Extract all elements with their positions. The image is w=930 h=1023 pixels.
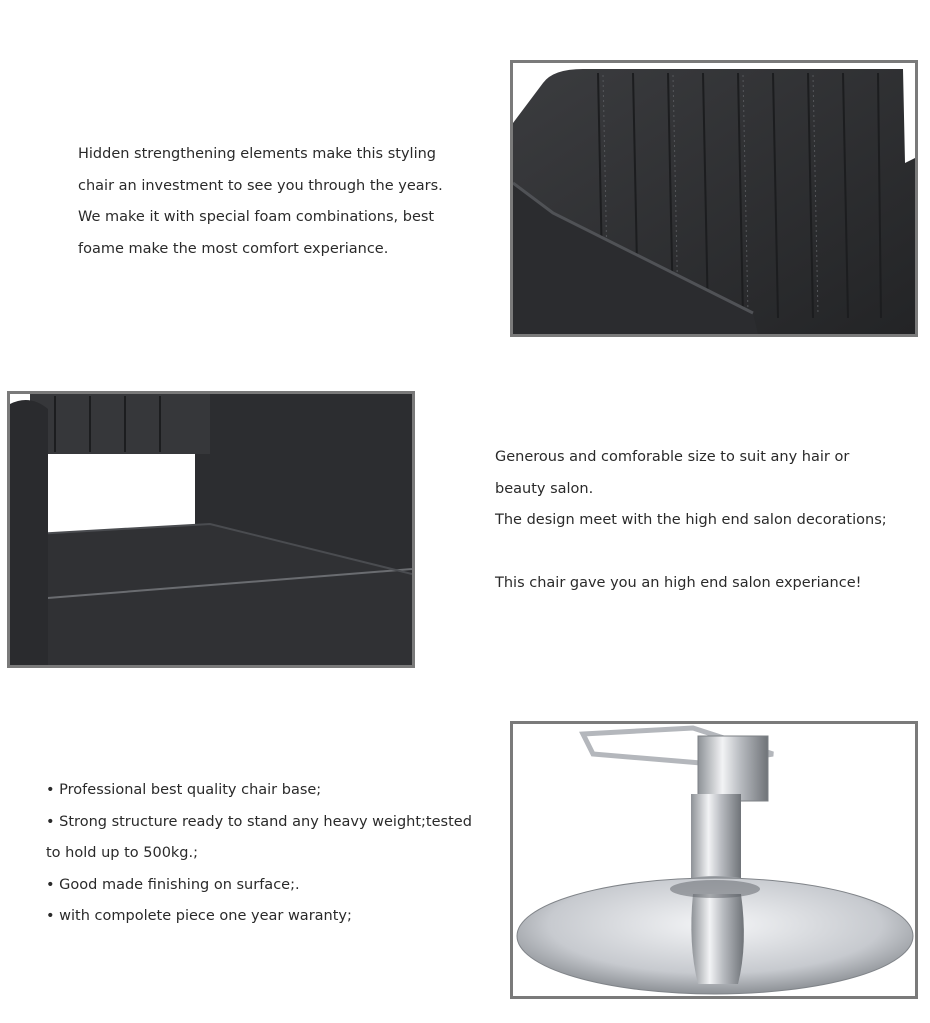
description-line: Generous and comforable size to suit any hair or [495, 449, 850, 465]
description-line: chair an investment to see you through the years. [78, 177, 443, 194]
description-line: foame make the most comfort experiance. [78, 240, 389, 257]
description-line: Hidden strengthening elements make this styling [78, 146, 436, 162]
chair-backrest-photo [510, 60, 918, 337]
feature-item: to hold up to 500kg.; [46, 845, 199, 861]
description-line: The design meet with the high end salon decorations; [495, 512, 887, 528]
feature-item: • Professional best quality chair base; [46, 782, 322, 798]
description-line: beauty salon. [495, 480, 594, 497]
chair-seat-photo [7, 391, 415, 668]
feature-item: • Good made finishing on surface;. [46, 876, 300, 893]
feature-item: • with compolete piece one year waranty; [46, 908, 352, 924]
feature-list [46, 775, 472, 933]
description-line: We make it with special foam combinations, best [78, 209, 435, 225]
description-line [495, 537, 887, 569]
feature-item: • Strong structure ready to stand any heavy weight;tested [46, 813, 472, 830]
description-size [495, 442, 887, 600]
description-line: This chair gave you an high end salon experiance! [495, 575, 862, 591]
chair-chrome-base-photo [510, 721, 918, 999]
description-comfort [78, 139, 443, 265]
